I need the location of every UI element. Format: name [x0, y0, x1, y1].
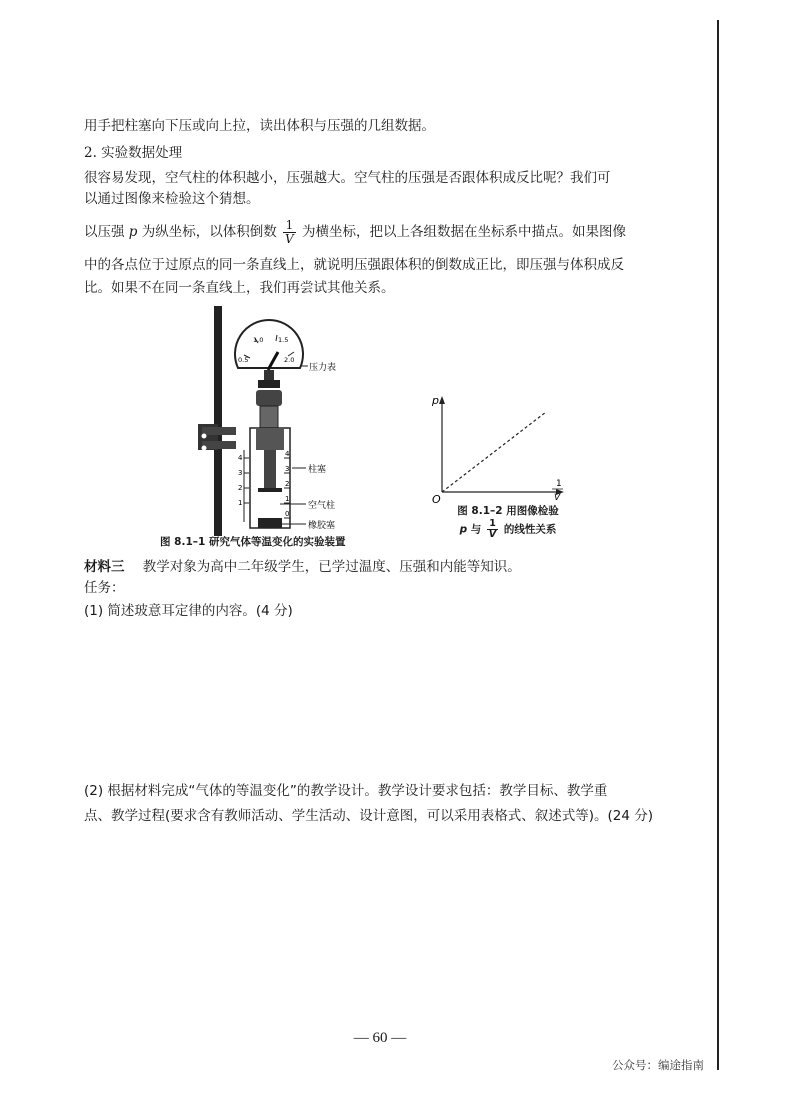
variable-p: p	[128, 224, 138, 240]
x-axis-label-denominator: V	[554, 493, 561, 503]
rubber-stopper-label: 橡胶塞	[308, 521, 336, 531]
fraction-one-over-v	[283, 219, 296, 246]
paragraph-hypothesis-line2: 以通过图像来检验这个猜想。	[84, 191, 260, 207]
scale-label: 2	[238, 484, 243, 492]
caption-fraction	[487, 519, 498, 540]
paragraph-hypothesis-line1: 很容易发现，空气柱的体积越小，压强越大。空气柱的压强是否跟体积成反比呢？我们可	[84, 170, 611, 186]
figure-apparatus	[160, 300, 390, 548]
y-axis-label: p	[432, 394, 439, 407]
fraction-denominator: V	[285, 232, 294, 246]
gauge-tick-label: 1.5	[278, 336, 289, 344]
scale-label: 1	[285, 495, 290, 503]
plunger-rod	[264, 450, 276, 488]
air-column-label: 空气柱	[308, 501, 336, 511]
gauge-tick-label: 0.5	[238, 356, 249, 364]
gauge-tick-label: 1.0	[253, 336, 264, 344]
text-segment: 为横坐标，把以上各组数据在坐标系中描点。如果图像	[302, 224, 627, 240]
page-number: — 60 —	[353, 1030, 407, 1046]
clamp-arm-lower	[202, 441, 236, 449]
section-heading-data-processing: 2. 实验数据处理	[84, 145, 183, 161]
material-three	[84, 555, 521, 575]
fraction-numerator: 1	[487, 519, 498, 530]
gauge-connector	[258, 380, 280, 388]
plunger-seal	[258, 488, 282, 492]
figure2-caption	[438, 503, 578, 540]
fraction-denominator: V	[488, 529, 497, 540]
clamp-arm-upper	[202, 427, 236, 435]
y-axis-arrow	[439, 396, 445, 404]
scale-label: 0	[285, 510, 290, 518]
stand-rod	[214, 306, 222, 536]
pressure-gauge-label: 压力表	[309, 363, 337, 373]
scale-label: 4	[285, 450, 290, 458]
linear-relation-line	[442, 412, 546, 492]
clamp-screw	[202, 446, 207, 451]
task-question-2-line1: (2) 根据材料完成“气体的等温变化”的教学设计。教学设计要求包括：教学目标、教学重	[84, 783, 608, 799]
gauge-connector	[256, 390, 282, 406]
pressure-gauge	[235, 320, 303, 370]
task-question-2-line2: 点、教学过程(要求含有教师活动、学生活动、设计意图，可以采用表格式、叙述式等)。(24 分)	[84, 808, 654, 824]
page-binding-line	[717, 20, 719, 1070]
paragraph-graph-method-line2: 中的各点位于过原点的同一条直线上，就说明压强跟体积的倒数成正比，即压强与体积成反	[84, 257, 624, 273]
caption-text: 的线性关系	[503, 523, 557, 536]
caption-variable-p: p	[459, 523, 468, 536]
scale-label: 3	[238, 469, 243, 477]
paragraph-procedure: 用手把柱塞向下压或向上拉，读出体积与压强的几组数据。	[84, 118, 435, 134]
fraction-numerator: 1	[283, 219, 296, 233]
material-three-text: 教学对象为高中二年级学生，已学过温度、压强和内能等知识。	[142, 559, 521, 575]
scale-label: 1	[238, 499, 243, 507]
figure1-caption: 图 8.1–1 研究气体等温变化的实验装置	[160, 536, 346, 548]
scale-label: 4	[238, 454, 243, 462]
paragraph-graph-method-line1	[84, 218, 684, 246]
material-three-tag: 材料三	[84, 559, 125, 575]
figure2-caption-line2	[438, 519, 578, 540]
figure2-caption-line1: 图 8.1–2 用图像检验	[457, 505, 559, 517]
clamp-screw	[202, 434, 207, 439]
gauge-connector	[260, 406, 278, 428]
text-segment: 为纵坐标，以体积倒数	[141, 224, 277, 240]
watermark: 公众号：编途指南	[612, 1058, 704, 1072]
plunger-top	[256, 428, 284, 450]
rubber-stopper	[258, 518, 282, 528]
gauge-connector	[264, 370, 274, 380]
gauge-tick-label: 2.0	[284, 356, 295, 364]
scale-label: 3	[285, 465, 290, 473]
plunger-label: 柱塞	[308, 465, 327, 475]
caption-text: 与	[470, 523, 482, 536]
text-segment: 以压强	[84, 224, 125, 240]
x-axis-label-numerator: 1	[556, 479, 562, 489]
origin-label: O	[432, 493, 441, 506]
paragraph-graph-method-line3: 比。如果不在同一条直线上，我们再尝试其他关系。	[84, 280, 395, 296]
scale-label: 2	[285, 480, 290, 488]
task-question-1: (1) 简述玻意耳定律的内容。(4 分)	[84, 603, 293, 619]
task-title: 任务：	[84, 580, 125, 596]
